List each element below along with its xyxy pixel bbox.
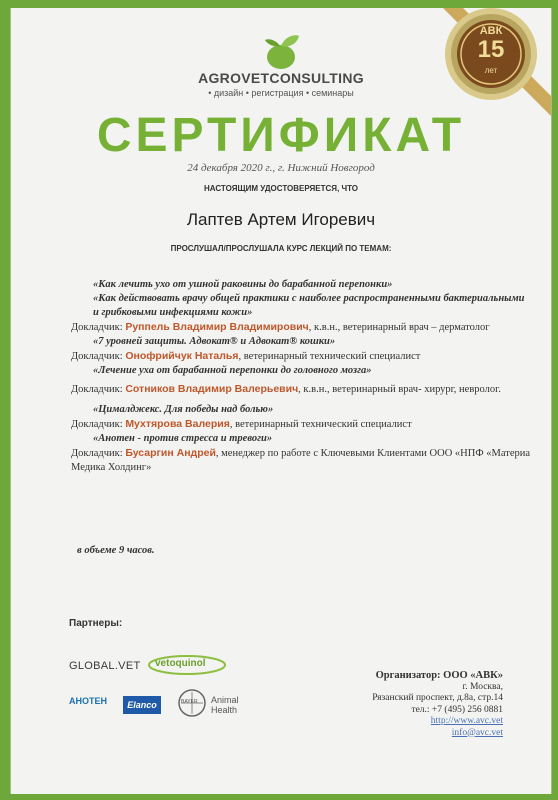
certificate-title: СЕРТИФИКАТ [96,109,466,162]
organizer-block [372,670,503,739]
brand-tagline: • дизайн • регистрация • семинары [208,88,354,98]
date-place: 24 декабря 2020 г., г. Нижний Новгород [187,162,375,174]
speaker-name: Мухтярова Валерия [125,418,230,430]
topics-list [71,278,531,475]
topic-item: «Лечение уха от барабанной перепонки до головного мозга» [93,365,372,376]
globalvet-logo: GLOBAL.VET [69,660,141,672]
speaker-details: , к.в.н., ветеринарный врач- хирург, невролог. [298,384,501,395]
speaker-name: Руппель Владимир Владимирович [125,321,309,333]
speaker-label: Докладчик: [71,448,123,459]
elanco-logo: Elanco [123,696,161,714]
organizer-address: Рязанский проспект, д.8а, стр.14 [372,693,503,703]
course-volume: в объеме 9 часов. [77,545,155,556]
topic-item: «Как лечить ухо от ушной раковины до барабанной перепонки» [93,279,393,290]
speaker-details: , ветеринарный технический специалист [229,419,412,430]
animal-health-text [211,695,239,715]
speaker-label: Докладчик: [71,419,123,430]
apple-logo-icon [259,30,303,70]
organizer-email-link[interactable]: info@avc.vet [451,727,503,738]
badge-top-text: АВК [479,25,503,37]
bayer-text: BAYER [181,699,198,705]
anoten-logo: АНОТЕН [69,696,107,706]
listened-text: ПРОСЛУШАЛ/ПРОСЛУШАЛА КУРС ЛЕКЦИЙ ПО ТЕМАМ: [170,244,392,253]
vetoquinol-logo [147,654,227,681]
speaker-details: , ветеринарный технический специалист [238,351,421,362]
speaker-line [71,320,531,335]
speaker-name: Бусаргин Андрей [125,447,216,459]
recipient-name: Лаптев Артем Игоревич [186,210,376,229]
vetoquinol-text: vetoquinol [155,658,206,669]
topic-item: «Анотен - против стресса и тревоги» [93,433,273,444]
speaker-line [71,349,531,364]
bayer-logo [177,688,207,723]
brand-name: AGROVETCONSULTING [198,70,364,86]
speaker-label: Докладчик: [71,322,123,333]
certificate-sheet [10,8,552,794]
organizer-phone: тел.: +7 (495) 256 0881 [411,704,503,715]
organizer-head: Организатор: ООО «АВК» [375,670,503,681]
speaker-line [71,446,531,475]
speaker-label: Докладчик: [71,384,123,395]
speaker-name: Онофрийчук Наталья [125,350,239,362]
organizer-url-link[interactable]: http://www.avc.vet [430,716,503,726]
speaker-label: Докладчик: [71,351,123,362]
anniversary-badge [429,8,552,124]
topic-item: «Цималджекс. Для победы над болью» [93,404,274,415]
speaker-name: Сотников Владимир Валерьевич [125,383,299,395]
badge-bottom-text: лет [484,66,498,75]
animal-health-line-2: Health [211,705,238,715]
badge-number: 15 [477,36,505,63]
topic-item: «Как действовать врачу общей практики с наиболее распространенными бактериальными и грибковыми инфекциями кожи» [93,293,525,318]
speaker-line [71,382,531,397]
speaker-details: , к.в.н., ветеринарный врач – дерматолог [308,322,490,333]
partners-title: Партнеры: [69,618,123,629]
certifies-text: НАСТОЯЩИМ УДОСТОВЕРЯЕТСЯ, ЧТО [204,184,358,193]
animal-health-line-1: Animal [211,695,239,705]
speaker-details: , менеджер по работе с Ключевыми Клиентами ООО «НПФ «Материа Медика Холдинг» [71,448,531,473]
organizer-city: г. Москва, [462,681,503,692]
speaker-line [71,417,531,432]
topic-item: «7 уровней защиты. Адвокат® и Адвокат® кошки» [93,336,336,347]
